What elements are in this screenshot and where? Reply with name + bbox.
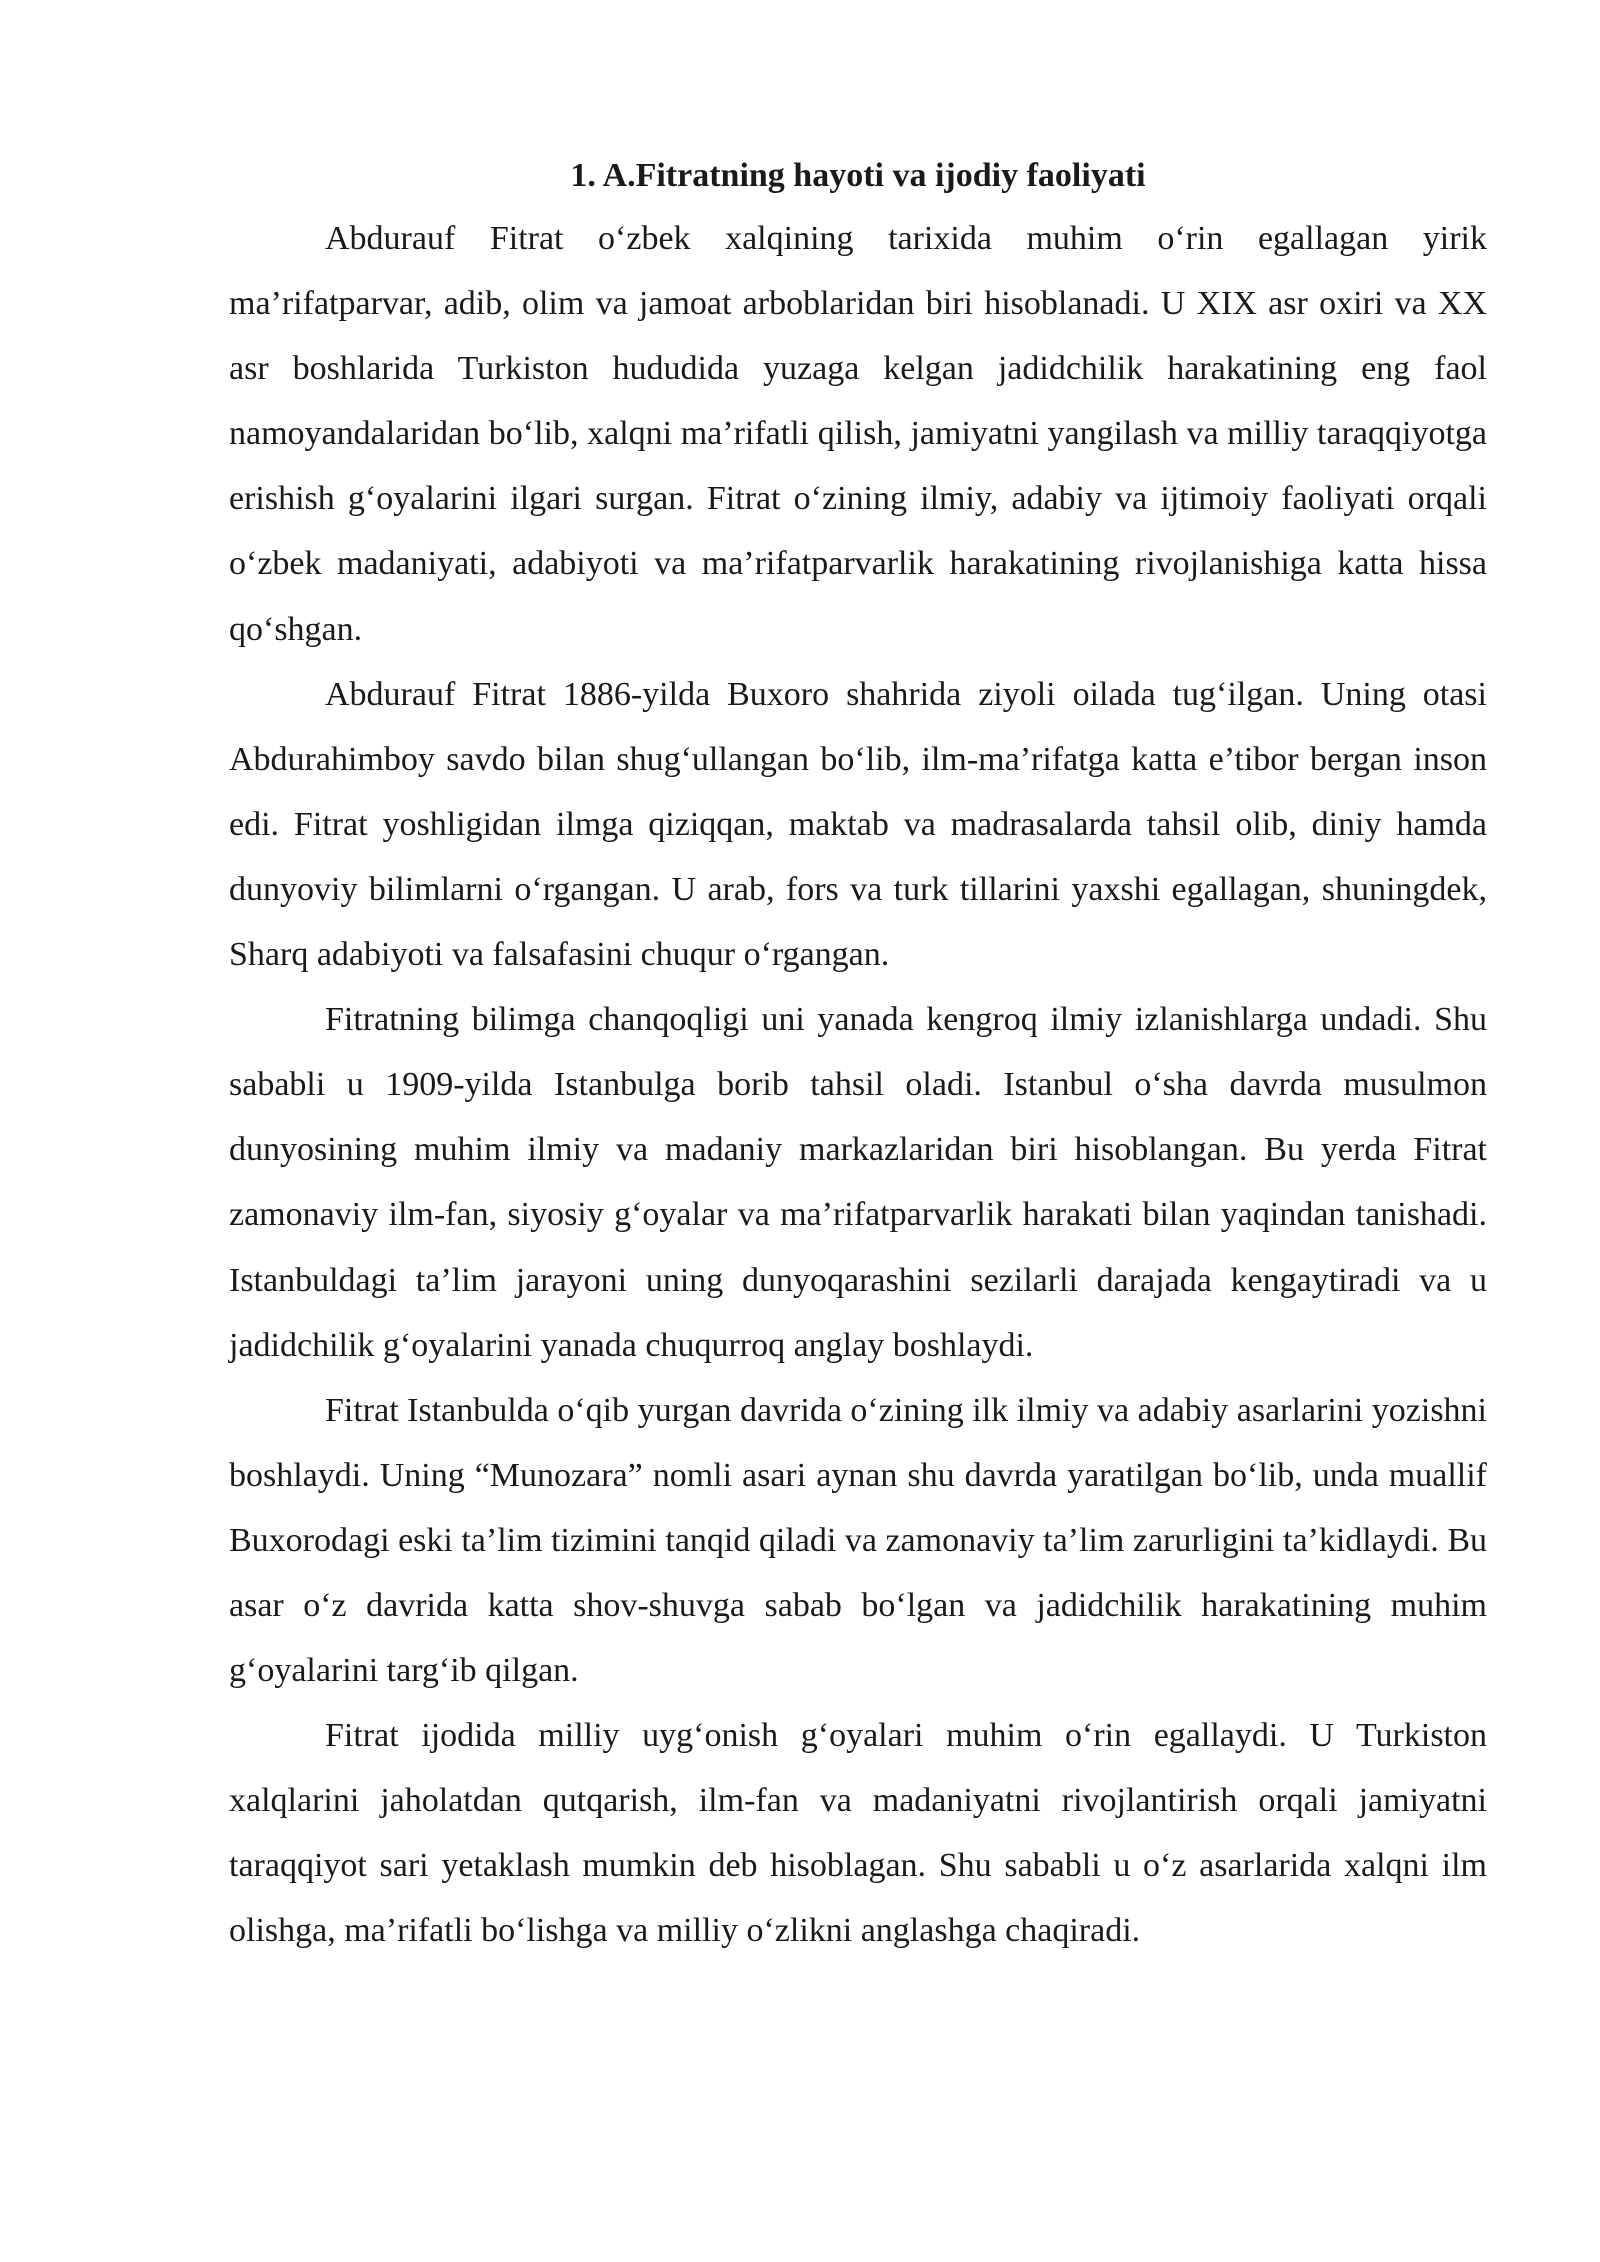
paragraph-2: Abdurauf Fitrat 1886-yilda Buxoro shahrida ziyoli oilada tug‘ilgan. Uning otasi Abdurahimboy savdo bilan shug‘ullangan bo‘lib, ilm-ma’rifatga katta e’tibor bergan inson edi. Fitrat yoshligidan ilmga qiziqqan, maktab va madrasalarda tahsil olib, diniy hamda dunyoviy bilimlarni o‘rgangan. U arab, fors va turk tillarini yaxshi egallagan, shuningdek, Sharq adabiyoti va falsafasini chuqur o‘rgangan. bbox=[229, 675, 1487, 974]
section-title: 1. A.Fitratning hayoti va ijodiy faoliyati bbox=[570, 157, 1146, 194]
paragraph-4: Fitrat Istanbulda o‘qib yurgan davrida o‘zining ilk ilmiy va adabiy asarlarini yozishni boshlaydi. Uning “Munozara” nomli asari aynan shu davrda yaratilgan bo‘lib, unda muallif Buxorodagi eski ta’lim tizimini tanqid qiladi va zamonaviy ta’lim zarurligini ta’kidlaydi. Bu asar o‘z davrida katta shov-shuvga sabab bo‘lgan va jadidchilik harakatining muhim g‘oyalarini targ‘ib qilgan. bbox=[229, 1391, 1487, 1690]
paragraph-5: Fitrat ijodida milliy uyg‘onish g‘oyalari muhim o‘rin egallaydi. U Turkiston xalqlarini jaholatdan qutqarish, ilm-fan va madaniyatni rivojlantirish orqali jamiyatni taraqqiyot sari yetaklash mumkin deb hisoblagan. Shu sababli u o‘z asarlarida xalqni ilm olishga, ma’rifatli bo‘lishga va milliy o‘zlikni anglashga chaqiradi. bbox=[229, 1717, 1487, 1950]
paragraph-1: Abdurauf Fitrat o‘zbek xalqining tarixida muhim o‘rin egallagan yirik ma’rifatparvar, adib, olim va jamoat arboblaridan biri hisoblanadi. U XIX asr oxiri va XX asr boshlarida Turkiston hududida yuzaga kelgan jadidchilik harakatining eng faol namoyandalaridan bo‘lib, xalqni ma’rifatli qilish, jamiyatni yangilash va milliy taraqqiyotga erishish g‘oyalarini ilgari surgan. Fitrat o‘zining ilmiy, adabiy va ijtimoiy faoliyati orqali o‘zbek madaniyati, adabiyoti va ma’rifatparvarlik harakatining rivojlanishiga katta hissa qo‘shgan. bbox=[229, 220, 1487, 648]
document-body bbox=[229, 152, 1487, 1964]
paragraph-3: Fitratning bilimga chanqoqligi uni yanada kengroq ilmiy izlanishlarga undadi. Shu sababli u 1909-yilda Istanbulga borib tahsil oladi. Istanbul o‘sha davrda musulmon dunyosining muhim ilmiy va madaniy markazlaridan biri hisoblangan. Bu yerda Fitrat zamonaviy ilm-fan, siyosiy g‘oyalar va ma’rifatparvarlik harakati bilan yaqindan tanishadi. Istanbuldagi ta’lim jarayoni uning dunyoqarashini sezilarli darajada kengaytiradi va u jadidchilik g‘oyalarini yanada chuqurroq anglay boshlaydi. bbox=[229, 1001, 1487, 1364]
